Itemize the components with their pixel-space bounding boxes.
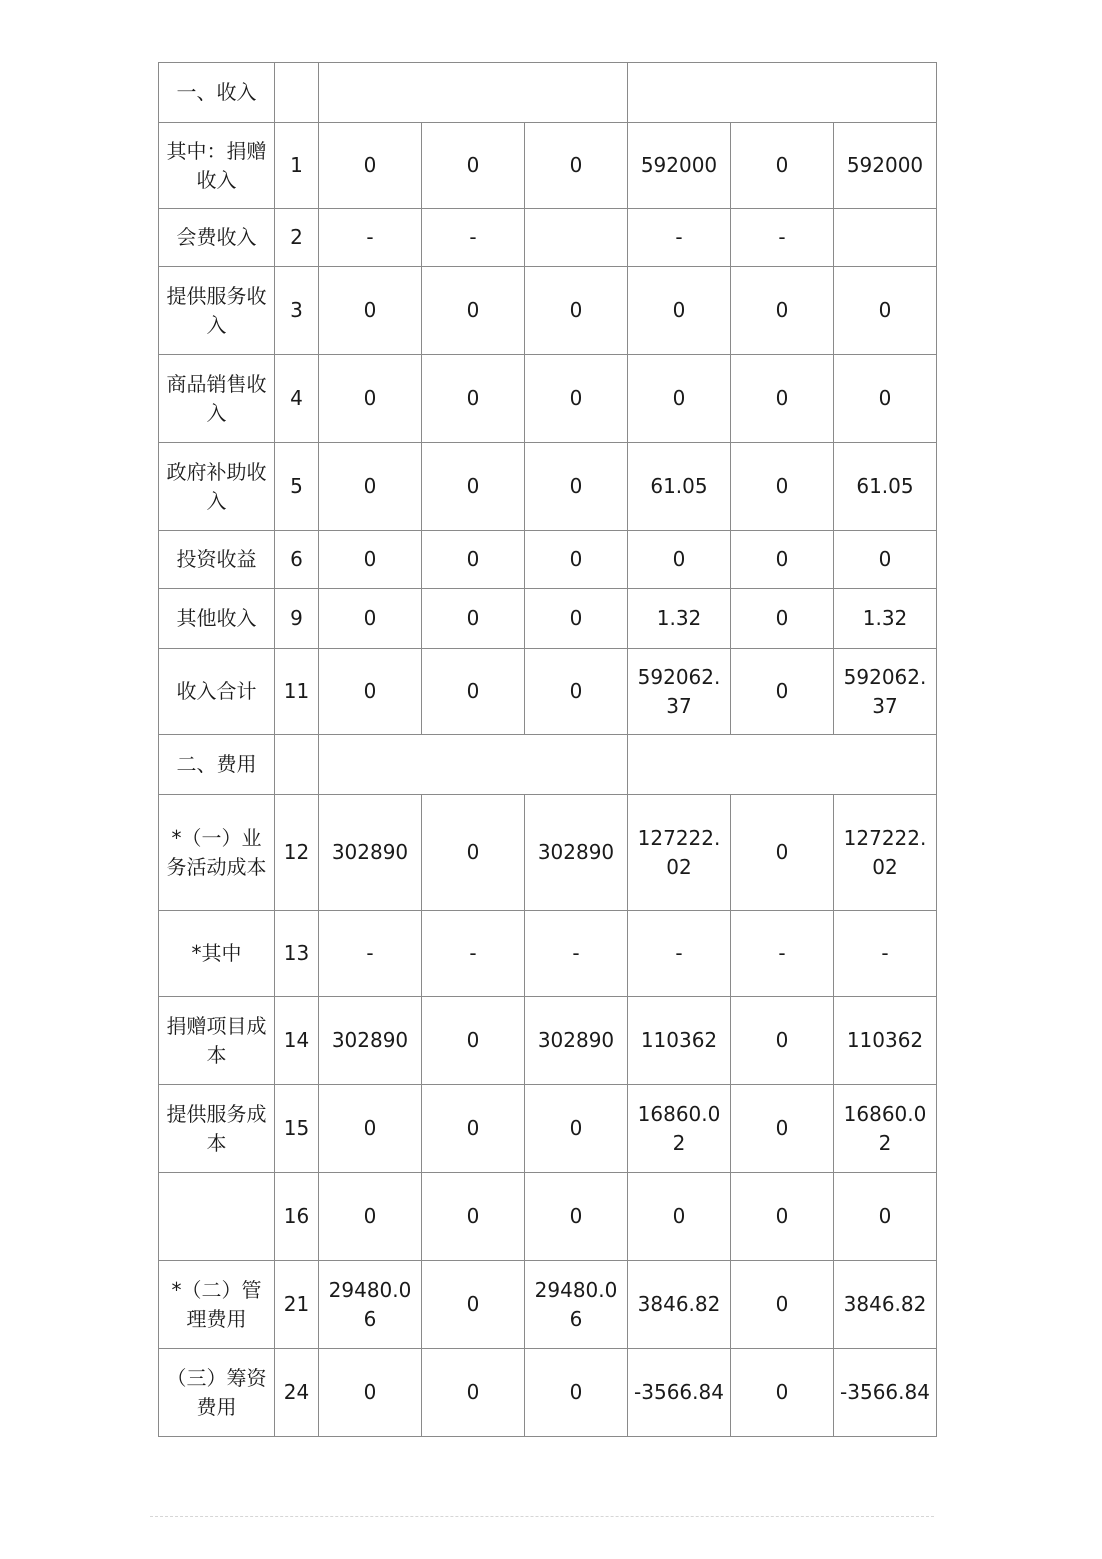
value-cell: 0 xyxy=(319,123,422,209)
section-header-row xyxy=(159,735,937,795)
value-cell: 0 xyxy=(525,531,628,589)
value-cell: 302890 xyxy=(319,795,422,911)
table-row xyxy=(159,589,937,649)
value-cell: 0 xyxy=(319,267,422,355)
row-label xyxy=(159,1173,275,1261)
value-cell: 0 xyxy=(834,531,937,589)
value-cell: 0 xyxy=(525,355,628,443)
table-row xyxy=(159,1173,937,1261)
value-cell: - xyxy=(628,209,731,267)
section-header-row xyxy=(159,63,937,123)
value-cell: 29480.06 xyxy=(319,1261,422,1349)
value-cell: 302890 xyxy=(525,795,628,911)
row-number: 5 xyxy=(275,443,319,531)
value-cell: 0 xyxy=(525,443,628,531)
value-cell: 0 xyxy=(422,1085,525,1173)
value-cell: 16860.02 xyxy=(834,1085,937,1173)
value-cell: 0 xyxy=(525,649,628,735)
value-cell: 0 xyxy=(319,1349,422,1437)
table-row xyxy=(159,443,937,531)
value-cell: 0 xyxy=(422,795,525,911)
value-cell: 0 xyxy=(731,123,834,209)
row-label: 收入合计 xyxy=(159,649,275,735)
row-number: 2 xyxy=(275,209,319,267)
value-cell: 0 xyxy=(628,267,731,355)
value-cell: 0 xyxy=(731,1173,834,1261)
row-label: 商品销售收入 xyxy=(159,355,275,443)
value-cell: 0 xyxy=(525,267,628,355)
value-cell: 0 xyxy=(422,1173,525,1261)
row-number xyxy=(275,735,319,795)
table-row xyxy=(159,123,937,209)
table-row xyxy=(159,997,937,1085)
value-cell: 3846.82 xyxy=(834,1261,937,1349)
value-cell: 0 xyxy=(731,1349,834,1437)
value-cell: - xyxy=(422,911,525,997)
value-cell: 0 xyxy=(422,267,525,355)
row-label: 提供服务收入 xyxy=(159,267,275,355)
empty-cell xyxy=(319,63,628,123)
table-row xyxy=(159,355,937,443)
value-cell: 110362 xyxy=(628,997,731,1085)
value-cell: 0 xyxy=(731,1261,834,1349)
table-row xyxy=(159,1261,937,1349)
value-cell: 0 xyxy=(319,649,422,735)
row-number: 12 xyxy=(275,795,319,911)
empty-cell xyxy=(628,63,937,123)
row-label: *（二）管理费用 xyxy=(159,1261,275,1349)
value-cell: 0 xyxy=(422,997,525,1085)
value-cell: 0 xyxy=(731,589,834,649)
table-row xyxy=(159,267,937,355)
row-label: 投资收益 xyxy=(159,531,275,589)
value-cell: - xyxy=(731,911,834,997)
value-cell: - xyxy=(422,209,525,267)
value-cell: 0 xyxy=(422,443,525,531)
value-cell xyxy=(525,209,628,267)
value-cell: 0 xyxy=(422,1261,525,1349)
table-row xyxy=(159,531,937,589)
value-cell: 0 xyxy=(319,1173,422,1261)
value-cell: 302890 xyxy=(319,997,422,1085)
row-label: *（一）业务活动成本 xyxy=(159,795,275,911)
table-row xyxy=(159,209,937,267)
row-number: 6 xyxy=(275,531,319,589)
value-cell: - xyxy=(834,911,937,997)
value-cell: 0 xyxy=(422,649,525,735)
row-label: *其中 xyxy=(159,911,275,997)
value-cell: 592062.37 xyxy=(834,649,937,735)
table-row xyxy=(159,649,937,735)
value-cell: 0 xyxy=(422,355,525,443)
row-number: 13 xyxy=(275,911,319,997)
row-number: 1 xyxy=(275,123,319,209)
value-cell: 0 xyxy=(731,1085,834,1173)
value-cell: 1.32 xyxy=(628,589,731,649)
value-cell: 0 xyxy=(731,267,834,355)
value-cell: 0 xyxy=(422,531,525,589)
row-number: 11 xyxy=(275,649,319,735)
row-number: 4 xyxy=(275,355,319,443)
value-cell: 29480.06 xyxy=(525,1261,628,1349)
statement-table xyxy=(158,62,937,1437)
value-cell: 0 xyxy=(731,997,834,1085)
value-cell: 0 xyxy=(731,795,834,911)
value-cell: 592062.37 xyxy=(628,649,731,735)
value-cell: 302890 xyxy=(525,997,628,1085)
empty-cell xyxy=(628,735,937,795)
value-cell: 16860.02 xyxy=(628,1085,731,1173)
value-cell: 0 xyxy=(731,355,834,443)
value-cell: 0 xyxy=(731,443,834,531)
value-cell: 0 xyxy=(525,123,628,209)
value-cell: 0 xyxy=(422,123,525,209)
value-cell: 0 xyxy=(525,589,628,649)
row-number: 3 xyxy=(275,267,319,355)
row-label: 其中：捐赠收入 xyxy=(159,123,275,209)
value-cell: 0 xyxy=(319,531,422,589)
value-cell: 0 xyxy=(525,1173,628,1261)
row-label: 其他收入 xyxy=(159,589,275,649)
value-cell: 0 xyxy=(834,355,937,443)
value-cell: 3846.82 xyxy=(628,1261,731,1349)
value-cell: 0 xyxy=(834,1173,937,1261)
row-number xyxy=(275,63,319,123)
value-cell: - xyxy=(319,209,422,267)
row-number: 21 xyxy=(275,1261,319,1349)
value-cell: 0 xyxy=(319,355,422,443)
page-bottom-rule xyxy=(150,1516,934,1517)
row-number: 15 xyxy=(275,1085,319,1173)
row-label: 提供服务成本 xyxy=(159,1085,275,1173)
value-cell: - xyxy=(525,911,628,997)
value-cell: 0 xyxy=(731,531,834,589)
empty-cell xyxy=(319,735,628,795)
value-cell: 0 xyxy=(422,589,525,649)
value-cell: 0 xyxy=(628,1173,731,1261)
value-cell: 592000 xyxy=(834,123,937,209)
table-row xyxy=(159,1085,937,1173)
value-cell: 0 xyxy=(319,1085,422,1173)
value-cell: -3566.84 xyxy=(628,1349,731,1437)
value-cell: 61.05 xyxy=(834,443,937,531)
value-cell: 127222.02 xyxy=(834,795,937,911)
row-label: （三）筹资费用 xyxy=(159,1349,275,1437)
value-cell: 0 xyxy=(628,355,731,443)
value-cell: - xyxy=(731,209,834,267)
row-number: 14 xyxy=(275,997,319,1085)
row-label: 二、费用 xyxy=(159,735,275,795)
value-cell: - xyxy=(319,911,422,997)
row-number: 9 xyxy=(275,589,319,649)
value-cell: 127222.02 xyxy=(628,795,731,911)
table-row xyxy=(159,911,937,997)
row-label: 政府补助收入 xyxy=(159,443,275,531)
value-cell xyxy=(834,209,937,267)
value-cell: 0 xyxy=(319,443,422,531)
value-cell: 110362 xyxy=(834,997,937,1085)
row-number: 24 xyxy=(275,1349,319,1437)
value-cell: 0 xyxy=(525,1349,628,1437)
row-label: 捐赠项目成本 xyxy=(159,997,275,1085)
row-label: 一、收入 xyxy=(159,63,275,123)
value-cell: 0 xyxy=(319,589,422,649)
value-cell: 0 xyxy=(731,649,834,735)
row-label: 会费收入 xyxy=(159,209,275,267)
value-cell: - xyxy=(628,911,731,997)
value-cell: 61.05 xyxy=(628,443,731,531)
value-cell: 0 xyxy=(525,1085,628,1173)
table-row xyxy=(159,795,937,911)
value-cell: 0 xyxy=(422,1349,525,1437)
value-cell: 0 xyxy=(834,267,937,355)
value-cell: 592000 xyxy=(628,123,731,209)
row-number: 16 xyxy=(275,1173,319,1261)
value-cell: -3566.84 xyxy=(834,1349,937,1437)
table-row xyxy=(159,1349,937,1437)
value-cell: 1.32 xyxy=(834,589,937,649)
value-cell: 0 xyxy=(628,531,731,589)
